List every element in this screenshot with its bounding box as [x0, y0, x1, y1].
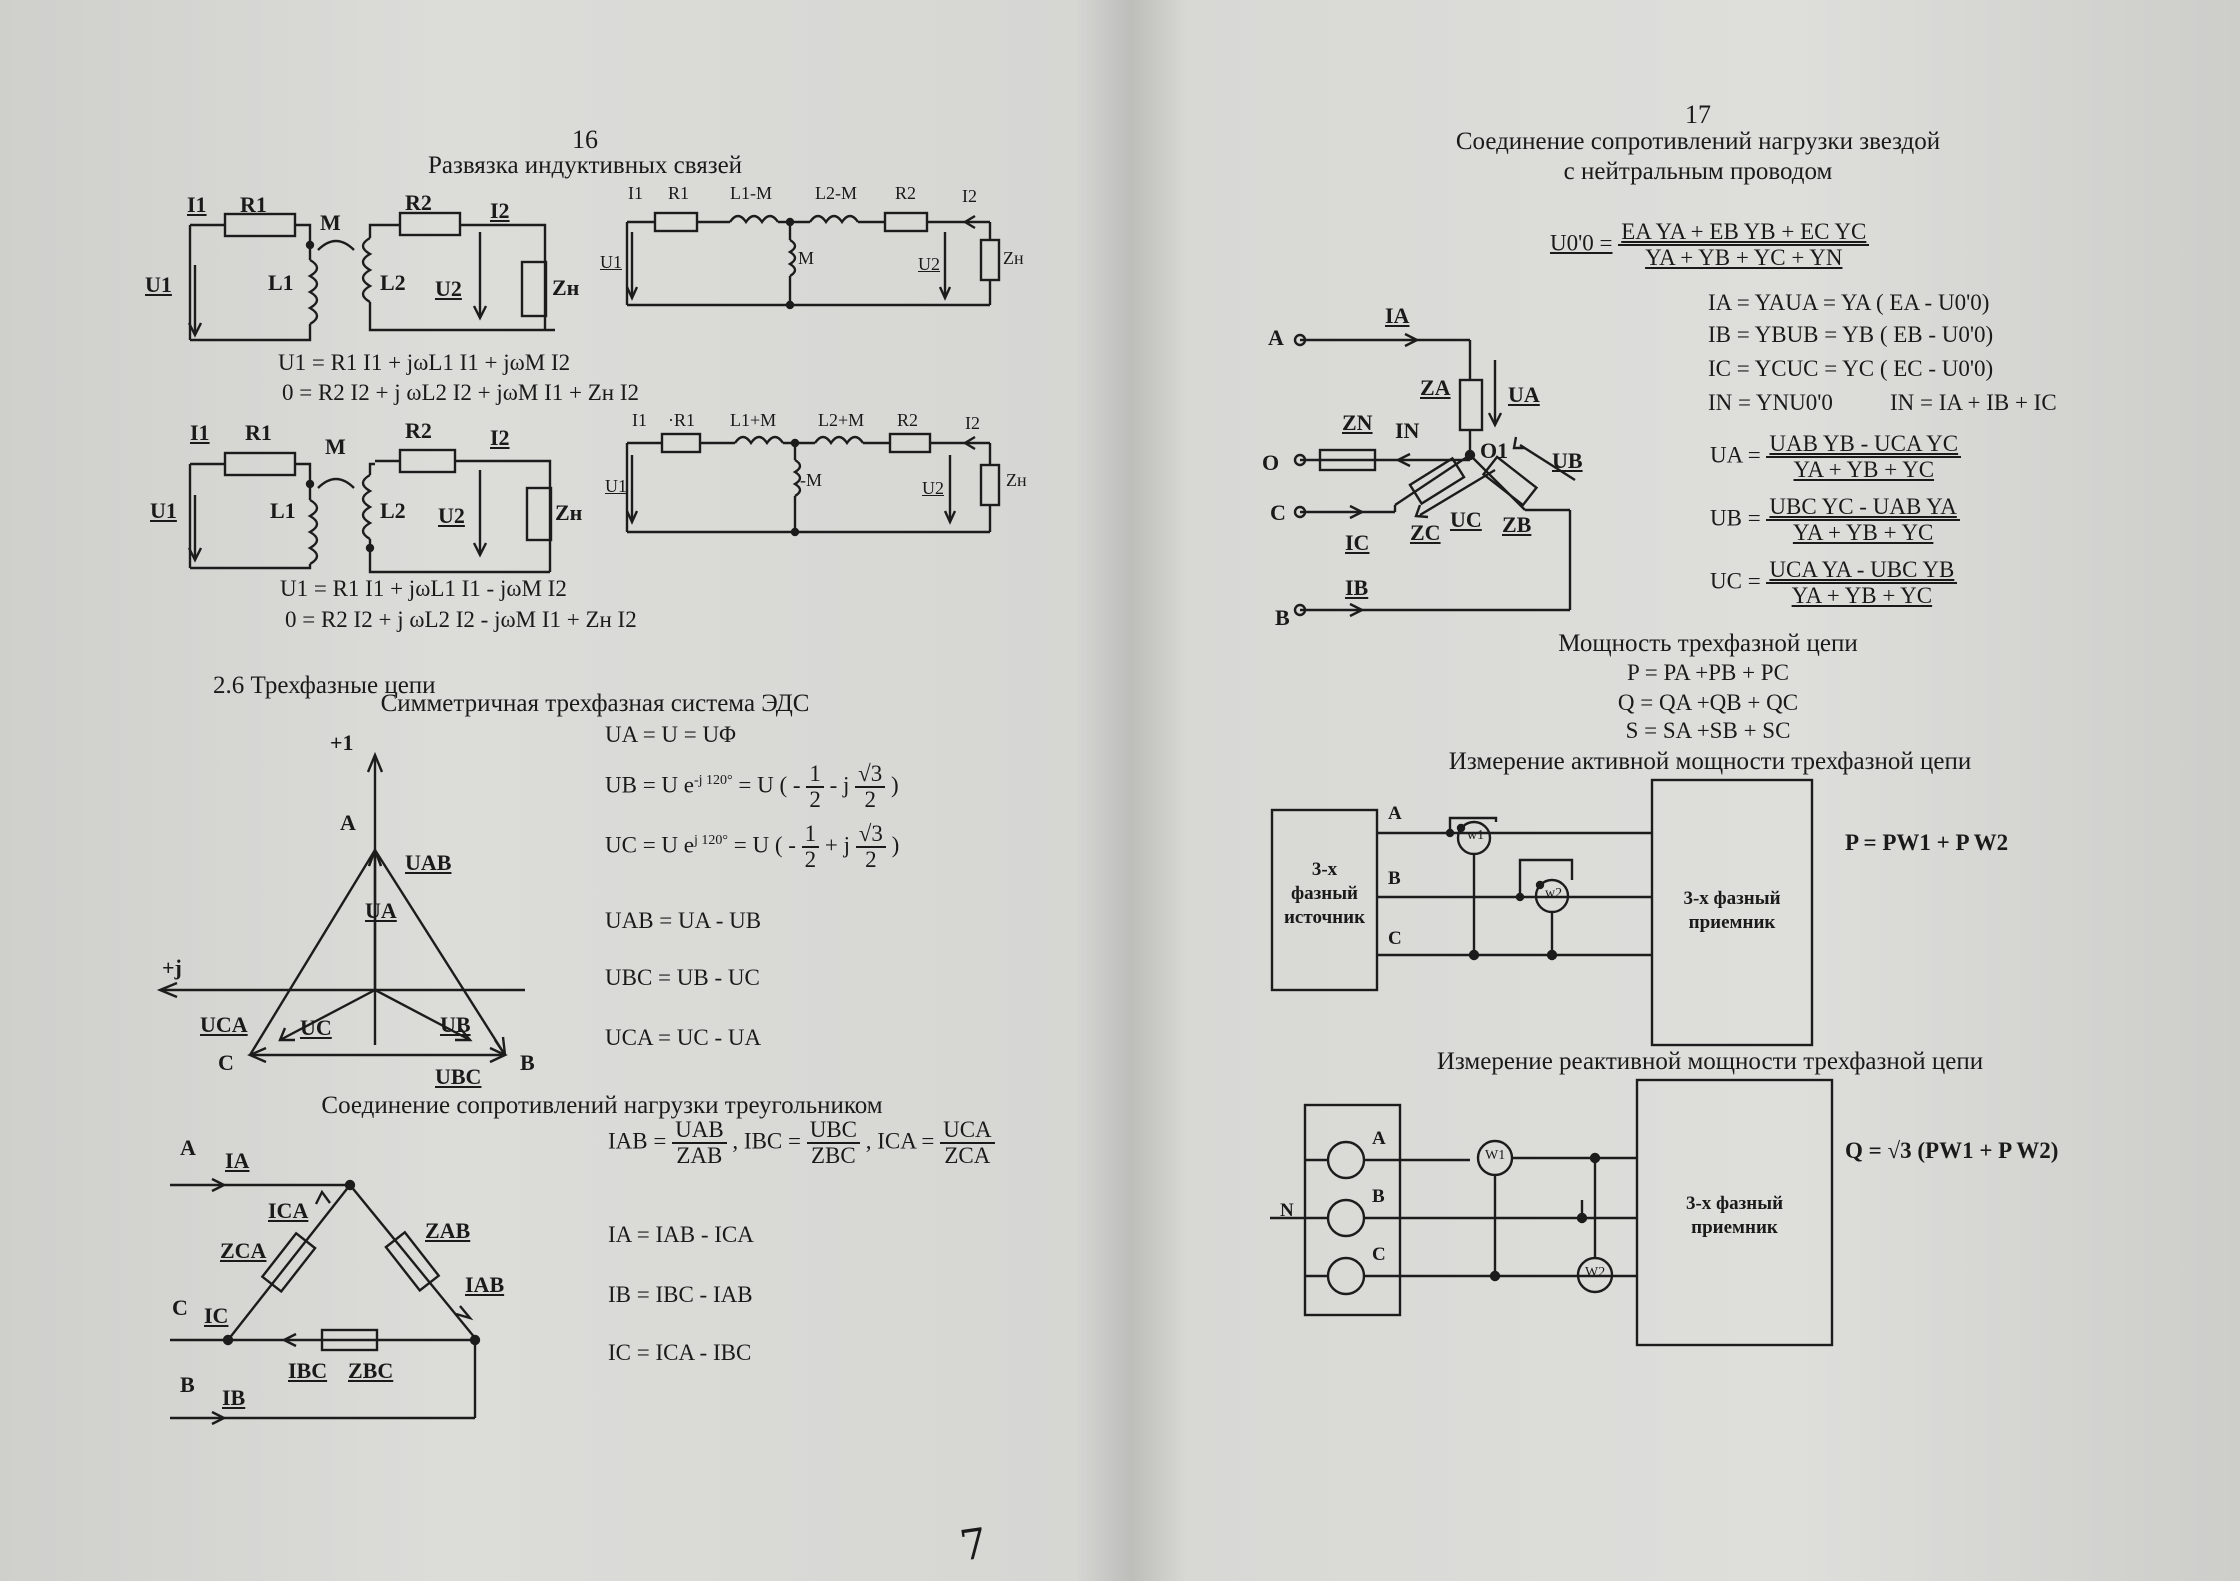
c3-label-l1: L1 — [270, 498, 296, 523]
eq-ia: IA = YAUA = YA ( EA - U0'0) — [1708, 290, 1990, 315]
vec-label-c: C — [218, 1050, 234, 1075]
eq-ua: UA = UAB YB - UCA YC YA + YB + YC — [1710, 432, 1961, 482]
emf-eq-uca: UCA = UC - UA — [605, 1025, 762, 1050]
power-eq-q: Q = QA +QB + QC — [1617, 690, 1799, 715]
section-title-delta: Соединение сопротивлений нагрузки треугольником — [321, 1092, 883, 1119]
active-power-title: Измерение активной мощности трехфазной цепи — [1448, 748, 1972, 775]
c1-label-zn: Zн — [552, 275, 580, 300]
emf-eq-ubc: UBC = UB - UC — [605, 965, 760, 990]
c2-label-r2: R2 — [895, 183, 917, 203]
tri-label-zab: ZAB — [425, 1218, 471, 1243]
c4-label-u1: U1 — [605, 476, 627, 496]
reactive-power-title: Измерение реактивной мощности трехфазной цепи — [1436, 1048, 1984, 1075]
eq-ic: IC = YCUC = YC ( EC - U0'0) — [1708, 356, 1994, 381]
c2-label-zn: Zн — [1003, 248, 1024, 268]
c3-label-l2: L2 — [380, 498, 406, 523]
c1-label-r1: R1 — [240, 192, 267, 217]
active-receiver-box-label: 3-х фазный приемник — [1683, 888, 1781, 933]
power-title: Мощность трехфазной цепи — [1558, 630, 1858, 657]
reactive-receiver-box-label: 3-х фазный приемник — [1685, 1193, 1784, 1238]
delta-load-circuit — [170, 1179, 479, 1424]
tri-label-b: B — [180, 1372, 195, 1397]
c4-label-zn: Zн — [1006, 470, 1027, 490]
vec-label-plusj: +j — [162, 955, 182, 980]
c2-label-l2m: L2-M — [815, 183, 857, 203]
section-title-decoupling: Развязка индуктивных связей — [427, 152, 743, 179]
star-label-ib: IB — [1345, 575, 1369, 600]
c3-label-r2: R2 — [405, 418, 432, 443]
c1-label-i2: I2 — [490, 198, 510, 223]
power-eq-s: S = SA +SB + SC — [1625, 718, 1791, 743]
delta-eq-ia: IA = IAB - ICA — [608, 1222, 754, 1247]
neutral-voltage-formula: U0'0 = $\frac{\text{EA YA + EB YB + EC YC}}{YA + YB + YC + YN}$ — [1550, 220, 1869, 270]
decoupling-eq-2b: 0 = R2 I2 + j ωL2 I2 - jωM I1 + Zн I2 — [285, 607, 637, 632]
power-eq-p: P = PA +PB + PC — [1627, 660, 1789, 685]
wattmeter-w2: w2 — [1545, 886, 1563, 901]
right-diagrams — [1120, 0, 2240, 1581]
eq-in-sum: IN = IA + IB + IC — [1890, 390, 2057, 415]
c2-label-u2: U2 — [918, 254, 940, 274]
star-label-o: O — [1262, 450, 1280, 475]
active-label-a: A — [1388, 803, 1402, 824]
tri-label-ibc: IBC — [288, 1358, 328, 1383]
star-label-ic: IC — [1345, 530, 1370, 555]
tri-label-zbc: ZBC — [348, 1358, 394, 1383]
vec-label-uca: UCA — [200, 1012, 248, 1037]
c3-label-r1: R1 — [245, 420, 272, 445]
vec-label-plus1: +1 — [330, 730, 354, 755]
emf-eq-ub: UB = U $e^{-j 120^\circ} = U$ ( - $\frac{1}{2}$ - j $\frac{√3}{2}$ ) — [605, 761, 899, 813]
star-label-c: C — [1270, 500, 1286, 525]
reactive-wattmeter-w1: W1 — [1485, 1148, 1506, 1163]
eq-in: IN = YNU0'0 — [1708, 390, 1833, 415]
page-number-right: 17 — [1685, 100, 1711, 129]
emf-eq-uc: UC = U $e^{j 120^\circ} = U$ ( - $\frac{1}{2}$ + j $\frac{√3}{2}$ ) — [605, 821, 900, 873]
c1-label-m: M — [320, 210, 341, 235]
tri-label-ia: IA — [225, 1148, 250, 1173]
right-page — [1120, 0, 2240, 1581]
c3-label-zn: Zн — [555, 500, 583, 525]
reactive-label-b: B — [1372, 1186, 1385, 1207]
handwritten-mark: 7 — [956, 1518, 991, 1571]
vec-label-uab: UAB — [405, 850, 452, 875]
active-power-formula: P = PW1 + P W2 — [1845, 830, 2009, 855]
star-label-in: IN — [1395, 418, 1420, 443]
c2-label-r1: R1 — [668, 183, 690, 203]
reactive-label-c: C — [1372, 1244, 1386, 1265]
c4-label-l2m: L2+M — [818, 410, 865, 430]
circuit-coupled-2 — [189, 450, 551, 572]
vec-label-ua: UA — [365, 898, 397, 923]
tri-label-ib: IB — [222, 1385, 246, 1410]
c1-label-u2: U2 — [435, 276, 462, 301]
reactive-label-a: A — [1372, 1128, 1386, 1149]
c1-label-l2: L2 — [380, 270, 406, 295]
tri-label-ica: ICA — [268, 1198, 309, 1223]
vec-label-ub: UB — [440, 1012, 471, 1037]
emf-eq-uab: UAB = UA - UB — [605, 908, 762, 933]
c2-label-l1m: L1-M — [730, 183, 772, 203]
delta-eq-ic: IC = ICA - IBC — [608, 1340, 752, 1365]
tri-label-ic: IC — [204, 1303, 229, 1328]
c2-label-i1: I1 — [628, 183, 643, 203]
eq-uc: UC = UCA YA - UBC YB YA + YB + YC — [1710, 558, 1957, 608]
eq-ub: UB = UBC YC - UAB YA YA + YB + YC — [1710, 495, 1960, 545]
c1-label-u1: U1 — [145, 272, 172, 297]
c2-label-i2: I2 — [962, 186, 977, 206]
c4-label-m: -M — [800, 470, 822, 490]
c3-label-u1: U1 — [150, 498, 177, 523]
vec-label-ubc: UBC — [435, 1064, 482, 1089]
delta-current-formulas: IAB = UAB ZAB , IBC = UBC ZBC , ICA = UCA ZCA — [608, 1118, 995, 1168]
title-star-line2: с нейтральным проводом — [1563, 158, 1833, 185]
star-label-za: ZA — [1420, 375, 1451, 400]
c2-label-u1: U1 — [600, 252, 622, 272]
vec-label-b: B — [520, 1050, 535, 1075]
star-label-ia: IA — [1385, 303, 1410, 328]
tri-label-a: A — [180, 1135, 196, 1160]
c1-label-l1: L1 — [268, 270, 294, 295]
c1-label-r2: R2 — [405, 190, 432, 215]
reactive-power-formula: Q = √3 (PW1 + P W2) — [1845, 1138, 2059, 1163]
title-star-line1: Соединение сопротивлений нагрузки звездой — [1455, 128, 1941, 155]
c3-label-u2: U2 — [438, 503, 465, 528]
c3-label-i1: I1 — [190, 420, 210, 445]
c3-label-m: M — [325, 434, 346, 459]
c4-label-r1: ·R1 — [668, 410, 695, 430]
vec-label-uc: UC — [300, 1015, 332, 1040]
decoupling-eq-2a: U1 = R1 I1 + jωL1 I1 - jωM I2 — [280, 576, 567, 601]
vec-label-a: A — [340, 810, 356, 835]
active-source-box-label: 3-х фазный источник — [1283, 859, 1366, 928]
star-label-ua: UA — [1508, 382, 1540, 407]
star-label-uc: UC — [1450, 507, 1482, 532]
c4-label-l1m: L1+M — [730, 410, 777, 430]
c4-label-r2: R2 — [897, 410, 919, 430]
wattmeter-w1: w1 — [1467, 828, 1485, 843]
tri-label-c: C — [172, 1295, 188, 1320]
tri-label-zca: ZCA — [220, 1238, 267, 1263]
reactive-wattmeter-w2: W2 — [1585, 1265, 1606, 1280]
c2-label-m: M — [798, 248, 815, 268]
active-label-b: B — [1388, 868, 1401, 889]
tri-label-iab: IAB — [465, 1272, 505, 1297]
decoupling-eq-1a: U1 = R1 I1 + jωL1 I1 + jωM I2 — [278, 350, 571, 375]
c4-label-i2: I2 — [965, 413, 980, 433]
page-number-left: 16 — [572, 125, 598, 154]
eq-ib: IB = YBUB = YB ( EB - U0'0) — [1708, 322, 1994, 347]
star-label-ub: UB — [1552, 448, 1583, 473]
section-heading-three-phase: 2.6 Трехфазные цепи — [213, 672, 436, 699]
star-label-o1: O1 — [1480, 438, 1509, 463]
reactive-label-n: N — [1280, 1200, 1294, 1221]
c1-label-i1: I1 — [187, 192, 207, 217]
c4-label-i1: I1 — [632, 410, 647, 430]
star-label-zb: ZB — [1502, 512, 1532, 537]
star-label-a: A — [1268, 325, 1284, 350]
c3-label-i2: I2 — [490, 425, 510, 450]
active-label-c: C — [1388, 928, 1402, 949]
section-title-symmetric-emf: Симметричная трехфазная система ЭДС — [380, 690, 810, 717]
star-label-zn: ZN — [1342, 410, 1373, 435]
decoupling-eq-1b: 0 = R2 I2 + j ωL2 I2 + jωM I1 + Zн I2 — [282, 380, 640, 405]
emf-eq-ua: UA = U = UΦ — [605, 722, 736, 747]
circuit-coupled-1 — [189, 213, 555, 340]
star-label-b: B — [1275, 605, 1290, 630]
c4-label-u2: U2 — [922, 478, 944, 498]
star-label-zc: ZC — [1410, 520, 1441, 545]
delta-eq-ib: IB = IBC - IAB — [608, 1282, 753, 1307]
